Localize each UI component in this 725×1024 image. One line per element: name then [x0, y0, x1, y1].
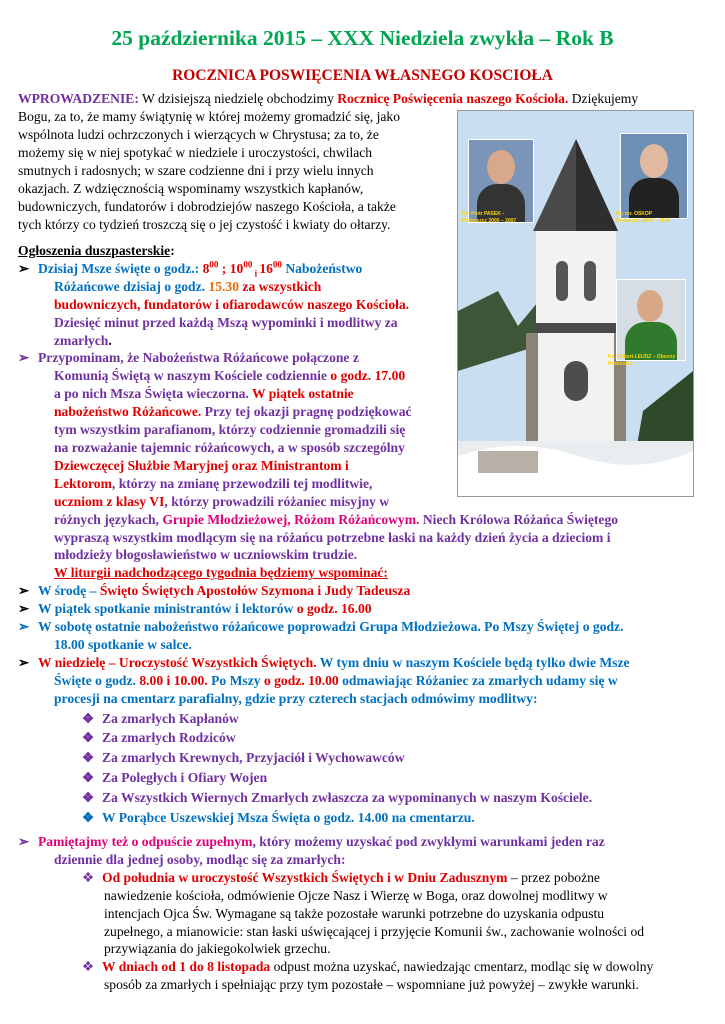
diamond-bullet-icon: ❖ [82, 710, 95, 726]
announcement-text: Od południa w uroczystość Wszystkich Świętych i w Dniu Zadusznym [102, 869, 508, 885]
announcement-line: tym wszystkim parafianom, którzy codziennie gromadzili się [54, 422, 406, 438]
diamond-bullet-icon: ❖ [82, 770, 95, 786]
announcement-text: nabożeństwo Różańcowe. [54, 404, 202, 420]
announcement-text: Po Mszy [207, 672, 264, 688]
caption-line: Proboszcz 2007 – 2014 [616, 218, 671, 224]
arrow-bullet-icon: ➢ [18, 834, 30, 849]
announcements-heading: Ogłoszenia duszpasterskie [18, 243, 171, 258]
announcement-text: odpust można uzyskać, nawiedzając cmentarz, modląc się w dowolny [270, 959, 654, 975]
week-heading: W liturgii nadchodzącego tygodnia będziemy wspominać: [54, 565, 388, 581]
separator: ; [218, 260, 230, 276]
caption-line: Proboszcz [608, 361, 634, 367]
announcement-line: intencjach Ojca Św. Wymagane są także pozostałe warunki potrzebne do uzyskania odpustu [104, 905, 605, 921]
announcement-line: Dziesięć minut przed każdą Mszą wypominki i modlitwy za [54, 314, 398, 330]
announcement-text: W środę – [38, 583, 100, 599]
announcement-line: młodzieży błogosławieństwo w uczniowskim trudzie. [54, 547, 358, 563]
announcement-text: , który możemy uzyskać pod zwykłymi warunkami jeden raz [252, 834, 605, 849]
announcement-text: W niedzielę – Uroczystość Wszystkich Świętych. [38, 654, 317, 670]
mass-time-minutes: 00 [272, 259, 282, 270]
diamond-bullet-icon: ❖ [82, 869, 95, 885]
announcement-text: różnych językach, [54, 511, 163, 527]
announcement-text: Przy tej okazji pragnę podziękować [201, 404, 412, 420]
punctuation: . [108, 332, 112, 348]
portrait-2-caption [616, 211, 692, 225]
announcement-text: Lektorom [54, 475, 112, 491]
intro-line: możemy się w niej spotykać w niedziele i uroczystości, chwilach [18, 145, 373, 160]
diamond-bullet-icon: ❖ [82, 750, 95, 766]
diamond-bullet-icon: ❖ [82, 959, 95, 975]
prayer-station: W Porąbce Uszewskiej Msza Święta o godz. 14.00 na cmentarzu. [102, 810, 475, 826]
caption-line: Proboszcz 2000 – 2007 [462, 218, 517, 224]
announcement-line: nawiedzenie kościoła, odmówienie Ojcze Nasz i Wierzę w Boga, oraz dowolnej modlitwy w [104, 887, 608, 903]
announcement-text: zmarłych [54, 332, 109, 348]
announcement-time: o godz. 16.00 [296, 601, 372, 617]
intro-line: budowniczych, fundatorów i dobrodziejów naszego Kościoła, a także [18, 199, 396, 214]
announcement-line: na rozważanie tajemnic różańcowych, a w sposób szczególny [54, 439, 405, 455]
mass-time: 16 [259, 260, 273, 276]
announcement-text: Nabożeństwo [281, 260, 363, 276]
announcement-text: W piątek spotkanie ministrantów i lektorów [38, 601, 297, 617]
diamond-bullet-icon: ❖ [82, 790, 95, 806]
heading-colon: : [170, 243, 175, 258]
intro-label: WPROWADZENIE: [18, 91, 139, 106]
announcement-line: procesji na cmentarz parafialny, gdzie przy czterech stacjach odmówimy modlitwy: [54, 690, 538, 706]
prayer-station: Za Wszystkich Wiernych Zmarłych zwłaszcza za wypominanych w naszym Kościele. [102, 790, 593, 806]
intro-text: W dzisiejszą niedzielę obchodzimy [138, 91, 338, 106]
announcement-text: W dniach od 1 do 8 listopada [102, 959, 271, 975]
prayer-station: Za Poległych i Ofiary Wojen [102, 770, 268, 786]
portrait-2 [620, 133, 688, 219]
prayer-station: Za zmarłych Rodziców [102, 730, 236, 746]
mass-time-minutes: 00 [243, 259, 253, 270]
intro-highlight: Rocznicę Poświęcenia naszego Kościoła. [337, 91, 569, 106]
intro-line: okazjach. Z wdzięcznością wspominamy wszystkich kapłanów, [18, 181, 364, 196]
announcement-text: Pamiętajmy też o odpuście zupełnym [38, 834, 253, 849]
announcement-time: o godz. 10.00 [263, 672, 339, 688]
announcement-line: przywiązania do jakiegokolwiek grzechu. [104, 941, 331, 957]
page-title: 25 października 2015 – XXX Niedziela zwykła – Rok B [111, 26, 614, 50]
diamond-bullet-icon: ❖ [82, 810, 95, 826]
portrait-1-caption [462, 211, 552, 225]
arrow-bullet-icon: ➢ [18, 260, 30, 276]
announcement-time: 15.30 [208, 278, 240, 294]
announcement-text: Różańcowe dzisiaj o godz. [54, 278, 209, 294]
intro-line: Bogu, za to, że mamy świątynię w której możemy gromadzić się, jako [18, 109, 401, 124]
mass-time: 8 [202, 260, 210, 276]
announcement-text: uczniom z klasy VI [54, 493, 165, 509]
announcement-line: 18.00 spotkanie w salce. [54, 636, 192, 652]
mass-times [202, 259, 282, 279]
announcement-text: Święto Świętych Apostołów Szymona i Judy Tadeusza [99, 583, 411, 599]
announcement-text: , którzy na zmianę przewodzili tej modlitwie, [111, 475, 373, 491]
intro-line: tych którzy co tydzień troszczą się o jej czystość i kwiaty do ołtarzy. [18, 217, 391, 232]
announcement-time: 8.00 i 10.00. [139, 672, 208, 688]
prayer-station: Za zmarłych Kapłanów [102, 710, 239, 726]
caption-line: Ks. Robert LEUDZ – Obecny [608, 354, 676, 360]
announcement-line: sposób za zmarłych i spełniając przy tym pozostałe – wspomniane już powyżej – zwykłe warunki. [104, 977, 639, 993]
mass-time: 10 [229, 260, 244, 276]
announcement-text: Święte o godz. [54, 672, 140, 688]
caption-line: Ks. Piotr PASEK - [462, 211, 504, 217]
announcement-line: wypraszą wszystkim modlącym się na różańcu potrzebne łaski na każdy dzień życia a dzieciom i [54, 529, 611, 545]
announcement-text: – przez pobożne [507, 869, 600, 885]
announcement-text: a po nich Msza Święta wieczorna. [54, 386, 249, 402]
announcement-text: W piątek ostatnie [248, 386, 354, 402]
announcement-text: Grupie Młodzieżowej, Różom Różańcowym. [162, 511, 420, 527]
caption-line: Ks. mr. OSKOP [616, 211, 653, 217]
mass-time-minutes: 00 [209, 259, 219, 270]
announcement-line: zupełnego, a mianowicie: stan łaski uświęcającej i przyjęcie Komunii św., zachowanie wolności od [104, 923, 645, 939]
page-subtitle: ROCZNICA POSWIĘCENIA WŁASNEGO KOSCIOŁA [172, 67, 553, 84]
announcement-text: Przypominam, że Nabożeństwa Różańcowe połączone z [38, 350, 359, 366]
arrow-bullet-icon: ➢ [18, 583, 30, 599]
announcement-text: Niech Królowa Różańca Świętego [419, 511, 619, 527]
announcement-text: Dzisiaj Msze święte o godz.: [38, 260, 203, 276]
arrow-bullet-icon: ➢ [18, 619, 30, 635]
announcement-line: budowniczych, fundatorów i ofiarodawców naszego Kościoła. [54, 296, 410, 312]
announcement-text: odmawiając Różaniec za zmarłych udamy się w [338, 672, 618, 688]
announcement-line: Dziewczęcej Służbie Maryjnej oraz Ministrantom i [54, 457, 349, 473]
announcement-text: , którzy prowadzili różaniec misyjny w [164, 493, 390, 509]
arrow-bullet-icon: ➢ [18, 601, 30, 617]
diamond-bullet-icon: ❖ [82, 730, 95, 746]
announcement-text: W sobotę ostatnie nabożeństwo różańcowe poprowadzi Grupa Młodzieżowa. Po Mszy Świętej o godz. [38, 619, 624, 635]
prayer-station: Za zmarłych Krewnych, Przyjaciół i Wychowawców [102, 750, 405, 766]
announcement-time: o godz. 17.00 [330, 368, 406, 384]
intro-text: Dziękujemy [568, 91, 639, 106]
arrow-bullet-icon: ➢ [18, 654, 30, 670]
separator: i [252, 268, 260, 279]
announcement-text: za wszystkich [239, 278, 322, 294]
announcements [18, 242, 718, 994]
intro-line: smutnych i radosnych; w szare codzienne dni i przy wielu innych [18, 163, 374, 178]
intro-line: wspólnota ludzi ochrzczonych i wierzących w Chrystusa; za to, że [18, 127, 379, 142]
announcement-text: Komunią Świętą w naszym Kościele codziennie [54, 368, 331, 384]
announcement-text: W tym dniu w naszym Kościele będą tylko dwie Msze [316, 654, 630, 670]
arrow-bullet-icon: ➢ [18, 350, 30, 366]
announcement-line: dziennie dla jednej osoby, modląc się za zmarłych: [54, 851, 346, 867]
